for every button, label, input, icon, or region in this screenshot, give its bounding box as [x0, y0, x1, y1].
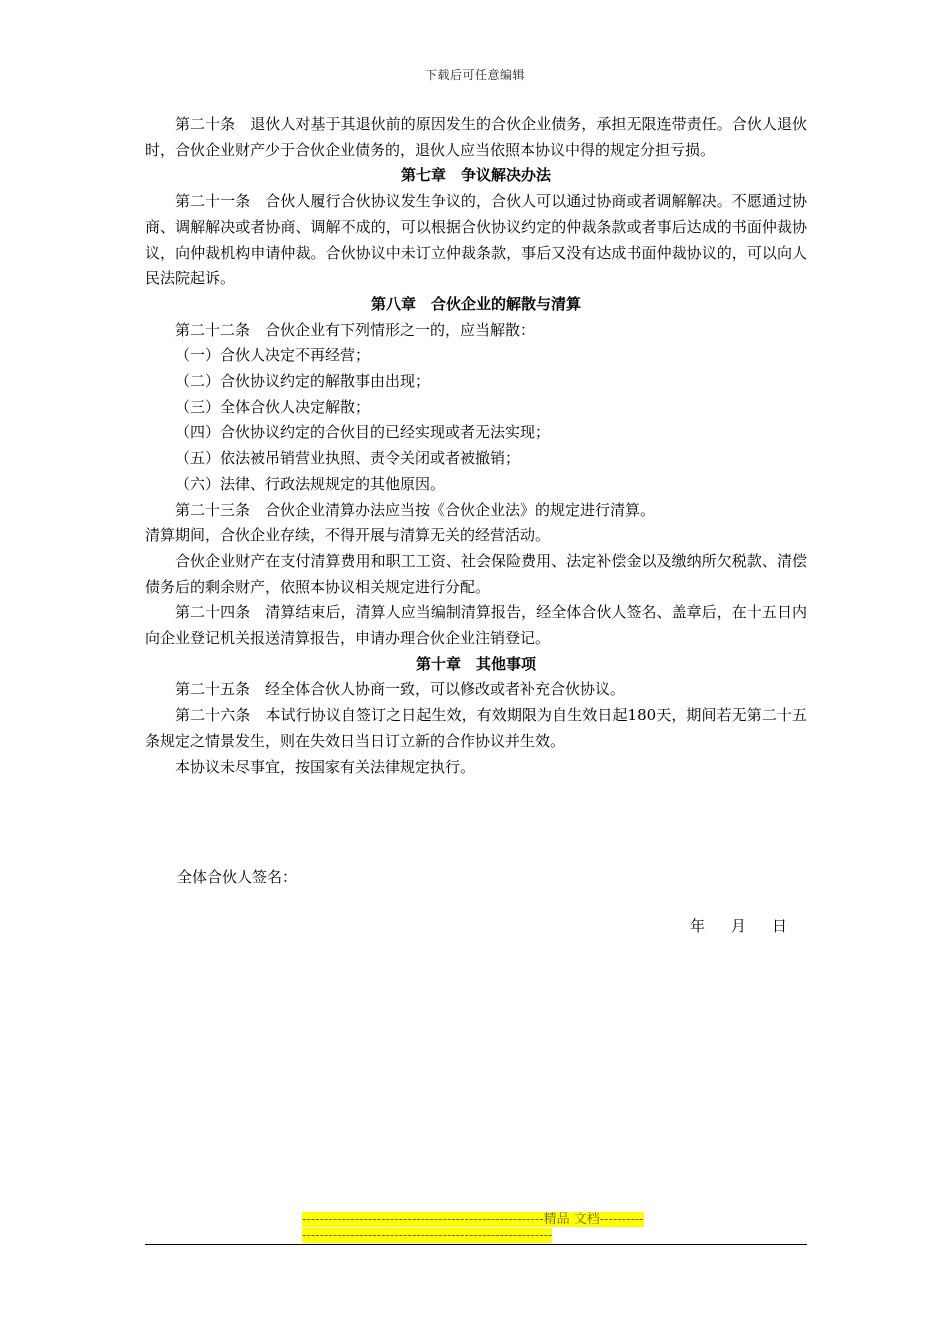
- signature-label: 全体合伙人签名：: [177, 868, 298, 886]
- paragraph: 第二十六条 本试行协议自签订之日起生效，有效期限为自生效日起180天，期间若无第二十五条规定之情景发生，则在失效日当日订立新的合作协议并生效。: [145, 706, 807, 750]
- page-header: 下载后可任意编辑: [424, 68, 525, 82]
- paragraph: （三）全体合伙人决定解散；: [175, 397, 371, 416]
- date-month: 月: [731, 917, 747, 935]
- chapter-heading: 第八章 合伙企业的解散与清算: [370, 294, 581, 313]
- paragraph: 清算期间，合伙企业存续，不得开展与清算无关的经营活动。: [145, 526, 551, 545]
- paragraph: （四）合伙协议约定的合伙目的已经实现或者无法实现；: [175, 423, 551, 442]
- paragraph: 合伙企业财产在支付清算费用和职工工资、社会保险费用、法定补偿金以及缴纳所欠税款、清偿债务后的剩余财产，依照本协议相关规定进行分配。: [145, 551, 807, 596]
- paragraph: 第二十四条 清算结束后，清算人应当编制清算报告，经全体合伙人签名、盖章后，在十五日内向企业登记机关报送清算报告，申请办理合伙企业注销登记。: [145, 603, 807, 648]
- date-day: 日: [772, 917, 788, 935]
- chapter-heading: 第十章 其他事项: [415, 654, 536, 673]
- date-line: [690, 915, 787, 936]
- paragraph: （五）依法被吊销营业执照、责令关闭或者被撤销；: [175, 449, 521, 468]
- footer-banner: [302, 1212, 648, 1244]
- paragraph: 第二十二条 合伙企业有下列情形之一的，应当解散：: [175, 320, 536, 339]
- paragraph: 第二十三条 合伙企业清算办法应当按《合伙企业法》的规定进行清算。: [175, 500, 656, 519]
- footer-divider: [145, 1244, 807, 1245]
- paragraph: （二）合伙协议约定的解散事由出现；: [175, 372, 431, 391]
- paragraph: 第二十条 退伙人对基于其退伙前的原因发生的合伙企业债务，承担无限连带责任。合伙人退伙时，合伙企业财产少于合伙企业债务的，退伙人应当依照本协议中得的规定分担亏损。: [145, 115, 807, 159]
- chapter-heading: 第七章 争议解决办法: [400, 166, 551, 185]
- paragraph: （六）法律、行政法规规定的其他原因。: [175, 474, 446, 493]
- footer-banner-text: -------------------------------------------------------精品 文档-------------------------------------------------------------------: [302, 1212, 644, 1243]
- date-year: 年: [690, 917, 706, 935]
- paragraph: 本协议未尽事宜，按国家有关法律规定执行。: [175, 757, 476, 776]
- paragraph: 第二十五条 经全体合伙人协商一致，可以修改或者补充合伙协议。: [175, 680, 626, 699]
- paragraph: （一）合伙人决定不再经营；: [175, 346, 371, 365]
- paragraph: 第二十一条 合伙人履行合伙协议发生争议的，合伙人可以通过协商或者调解解决。不愿通过协商、调解解决或者协商、调解不成的，可以根据合伙协议约定的仲裁条款或者事后达成的书面仲裁协议，向仲裁机构申请仲裁。合伙协议中未订立仲裁条款，事后又没有达成书面仲裁协议的，可以向人民法院起诉。: [145, 192, 807, 288]
- document-body: [145, 112, 807, 780]
